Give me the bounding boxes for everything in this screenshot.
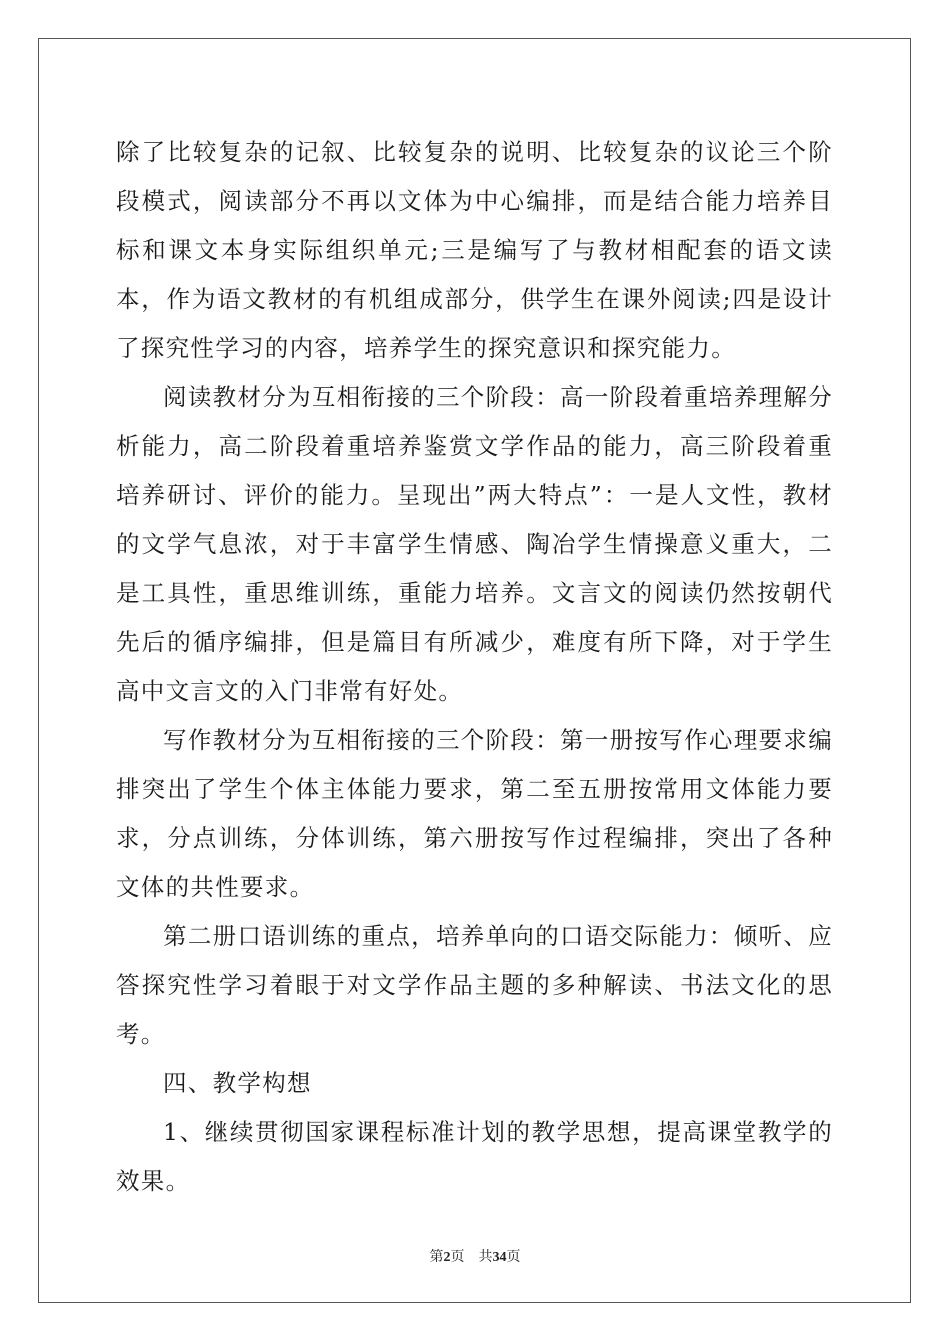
page-suffix: 页 [450, 1249, 465, 1265]
paragraph-4: 第二册口语训练的重点，培养单向的口语交际能力：倾听、应答探究性学习着眼于对文学作品主题的多种解读、书法文化的思考。 [116, 922, 833, 1048]
total-prefix: 共 [478, 1249, 493, 1265]
page-number: 2 [443, 1250, 451, 1265]
paragraph-2: 阅读教材分为互相衔接的三个阶段：高一阶段着重培养理解分析能力，高二阶段着重培养鉴赏文学作品的能力，高三阶段着重培养研讨、评价的能力。呈现出”两大特点”：一是人文性，教材的文学气息浓，对于丰富学生情感、陶冶学生情操意义重大，二是工具性，重思维训练，重能力培养。文言文的阅读仍然按朝代先后的循序编排，但是篇目有所减少，难度有所下降，对于学生高中文言文的入门非常有好处。 [116, 383, 833, 705]
paragraph-1: 除了比较复杂的记叙、比较复杂的说明、比较复杂的议论三个阶段模式，阅读部分不再以文体为中心编排，而是结合能力培养目标和课文本身实际组织单元;三是编写了与教材相配套的语文读本，作为语文教材的有机组成部分，供学生在课外阅读;四是设计了探究性学习的内容，培养学生的探究意识和探究能力。 [116, 138, 833, 362]
total-pages: 34 [492, 1250, 507, 1265]
section-heading: 四、教学构想 [163, 1069, 312, 1097]
total-suffix: 页 [506, 1249, 521, 1265]
paragraph-5: 1、继续贯彻国家课程标准计划的教学思想，提高课堂教学的效果。 [116, 1118, 833, 1195]
page-footer [0, 1247, 950, 1268]
document-body [116, 128, 833, 1206]
page-prefix: 第 [429, 1249, 444, 1265]
paragraph-3: 写作教材分为互相衔接的三个阶段：第一册按写作心理要求编排突出了学生个体主体能力要求，第二至五册按常用文体能力要求，分点训练，分体训练，第六册按写作过程编排，突出了各种文体的共性要求。 [116, 726, 833, 901]
